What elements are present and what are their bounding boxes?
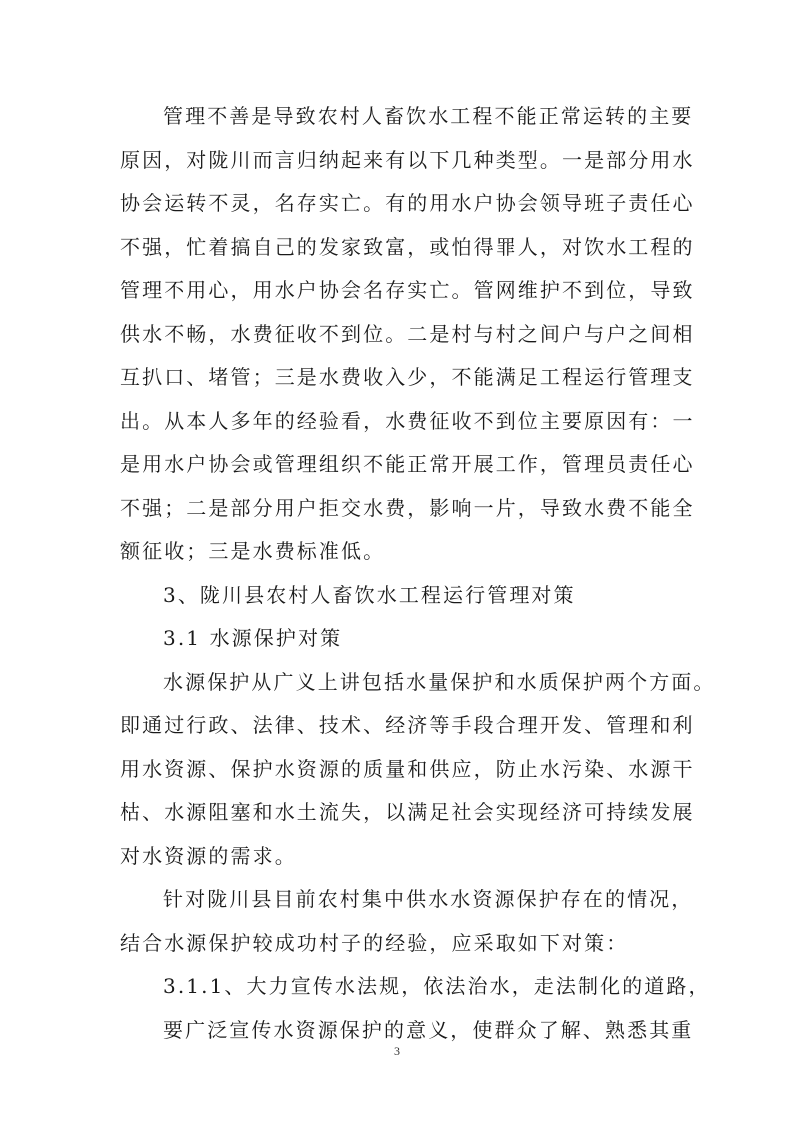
paragraph-line: 水源保护从广义上讲包括水量保护和水质保护两个方面。	[163, 670, 716, 694]
paragraph-line: 结合水源保护较成功村子的经验，应采取如下对策：	[120, 931, 629, 955]
paragraph-line: 管理不用心，用水户协会名存实亡。管网维护不到位，导致	[120, 278, 695, 302]
paragraph-line: 额征收；三是水费标准低。	[120, 539, 386, 563]
paragraph-line: 出。从本人多年的经验看，水费征收不到位主要原因有：一	[120, 409, 695, 433]
paragraph-line: 不强，忙着搞自己的发家致富，或怕得罪人，对饮水工程的	[120, 235, 695, 259]
paragraph-line: 原因，对陇川而言归纳起来有以下几种类型。一是部分用水	[120, 148, 695, 172]
paragraph-line: 管理不善是导致农村人畜饮水工程不能正常运转的主要	[163, 104, 694, 128]
paragraph-line: 互扒口、堵管；三是水费收入少，不能满足工程运行管理支	[120, 365, 695, 389]
paragraph-line: 供水不畅，水费征收不到位。二是村与村之间户与户之间相	[120, 322, 695, 346]
paragraph-line: 是用水户协会或管理组织不能正常开展工作，管理员责任心	[120, 452, 695, 476]
page-number: 3	[394, 1044, 400, 1058]
paragraph-line: 3.1.1、大力宣传水法规，依法治水，走法制化的道路，	[163, 974, 711, 998]
paragraph-line: 枯、水源阻塞和水土流失，以满足社会实现经济可持续发展	[120, 800, 695, 824]
section-heading: 3、陇川县农村人畜饮水工程运行管理对策	[163, 583, 576, 607]
paragraph-line: 用水资源、保护水资源的质量和供应，防止水污染、水源干	[120, 757, 695, 781]
paragraph-line: 针对陇川县目前农村集中供水水资源保护存在的情况，	[163, 887, 694, 911]
paragraph-line: 即通过行政、法律、技术、经济等手段合理开发、管理和利	[120, 713, 695, 737]
paragraph-line: 要广泛宣传水资源保护的意义，使群众了解、熟悉其重	[163, 1018, 694, 1042]
paragraph-line: 对水资源的需求。	[120, 844, 297, 868]
paragraph-line: 不强；二是部分用户拒交水费，影响一片，导致水费不能全	[120, 496, 695, 520]
paragraph-line: 协会运转不灵，名存实亡。有的用水户协会领导班子责任心	[120, 191, 695, 215]
subsection-heading: 3.1 水源保护对策	[163, 626, 343, 650]
